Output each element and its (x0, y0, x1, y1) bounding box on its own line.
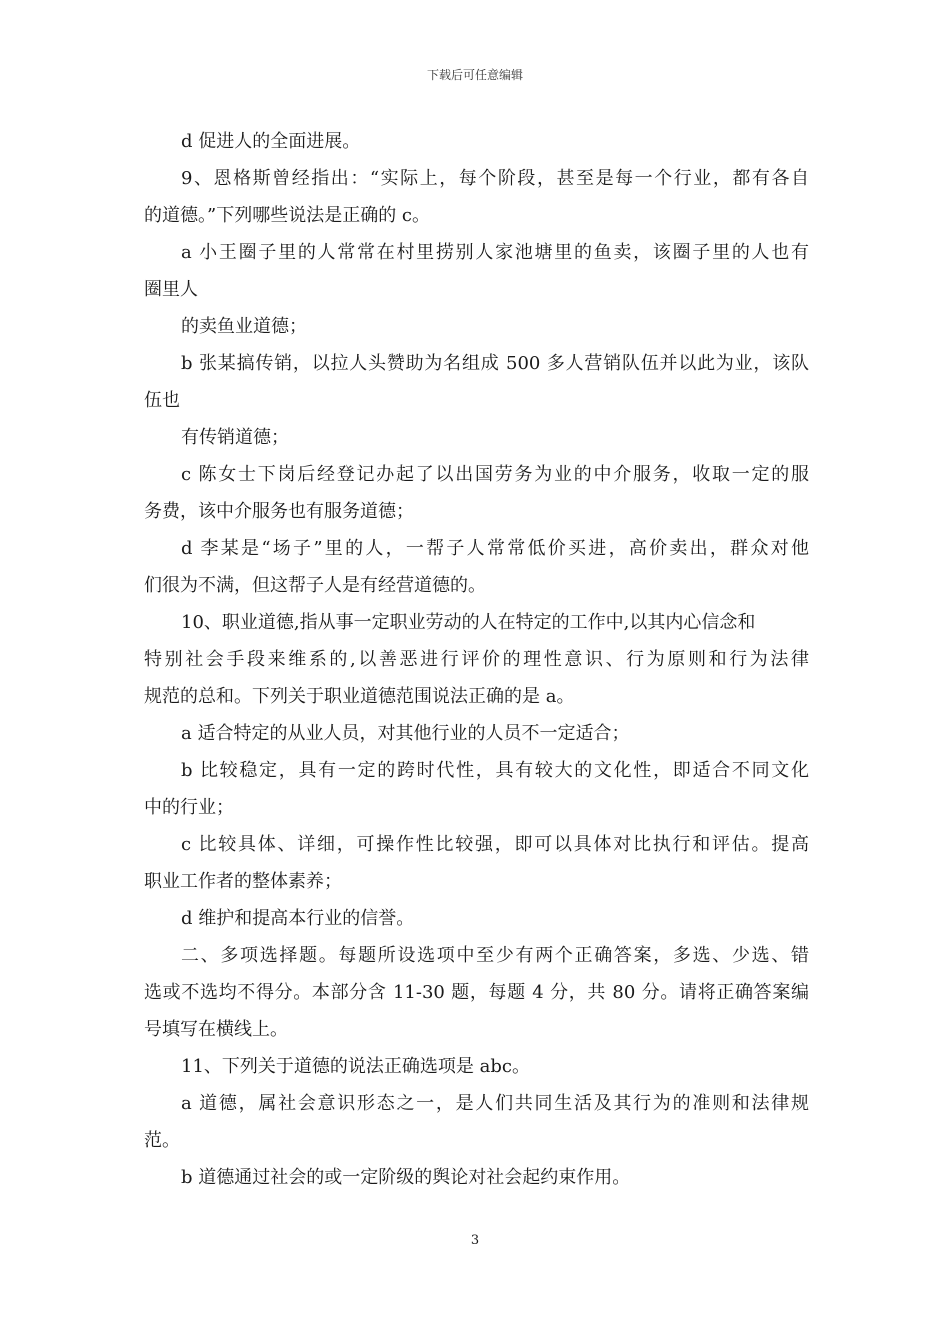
text-line: a 道德，属社会意识形态之一，是人们共同生活及其行为的准则和法律规 (181, 1093, 809, 1114)
text-line: a 适合特定的从业人员，对其他行业的人员不一定适合； (181, 723, 630, 744)
text-line: 规范的总和。下列关于职业道德范围说法正确的是 a。 (144, 686, 575, 707)
text-line: 中的行业； (144, 797, 234, 818)
text-line: 的卖鱼业道德； (181, 316, 307, 337)
text-line: 职业工作者的整体素养； (144, 871, 342, 892)
document-body (144, 123, 809, 1196)
text-line: 号填写在横线上。 (144, 1019, 288, 1040)
text-line: b 张某搞传销，以拉人头赞助为名组成 500 多人营销队伍并以此为业，该队 (181, 353, 809, 374)
text-line: 二、多项选择题。每题所设选项中至少有两个正确答案，多选、少选、错 (181, 945, 809, 966)
text-line: 9、恩格斯曾经指出：“实际上，每个阶段，甚至是每一个行业，都有各自 (181, 168, 809, 189)
text-line: d 李某是“场子”里的人，一帮子人常常低价买进，高价卖出，群众对他 (181, 538, 809, 559)
text-line: 11、下列关于道德的说法正确选项是 abc。 (181, 1056, 530, 1077)
text-line: b 比较稳定，具有一定的跨时代性，具有较大的文化性，即适合不同文化 (181, 760, 809, 781)
text-line: 伍也 (144, 390, 180, 411)
text-line: 有传销道德； (181, 427, 289, 448)
text-line: 特别社会手段来维系的,以善恶进行评价的理性意识、行为原则和行为法律 (144, 649, 809, 670)
text-line: a 小王圈子里的人常常在村里捞别人家池塘里的鱼卖，该圈子里的人也有 (181, 242, 809, 263)
text-line: 选或不选均不得分。本部分含 11-30 题，每题 4 分，共 80 分。请将正确答案编 (144, 982, 809, 1003)
text-line: 们很为不满，但这帮子人是有经营道德的。 (144, 575, 486, 596)
text-line: b 道德通过社会的或一定阶级的舆论对社会起约束作用。 (181, 1167, 631, 1188)
text-line: d 维护和提高本行业的信誉。 (181, 908, 415, 929)
page-number: 3 (470, 1233, 480, 1248)
text-line: c 比较具体、详细，可操作性比较强，即可以具体对比执行和评估。提高 (181, 834, 809, 855)
text-line: 10、职业道德,指从事一定职业劳动的人在特定的工作中,以其内心信念和 (181, 612, 756, 633)
text-line: 的道德。”下列哪些说法是正确的 c。 (144, 205, 431, 226)
text-line: 范。 (144, 1130, 180, 1151)
text-line: 圈里人 (144, 279, 198, 300)
text-line: c 陈女士下岗后经登记办起了以出国劳务为业的中介服务，收取一定的服 (181, 464, 809, 485)
text-line: 务费，该中介服务也有服务道德； (144, 501, 414, 522)
text-line: d 促进人的全面进展。 (181, 131, 361, 152)
page-header: 下载后可任意编辑 (426, 68, 523, 82)
